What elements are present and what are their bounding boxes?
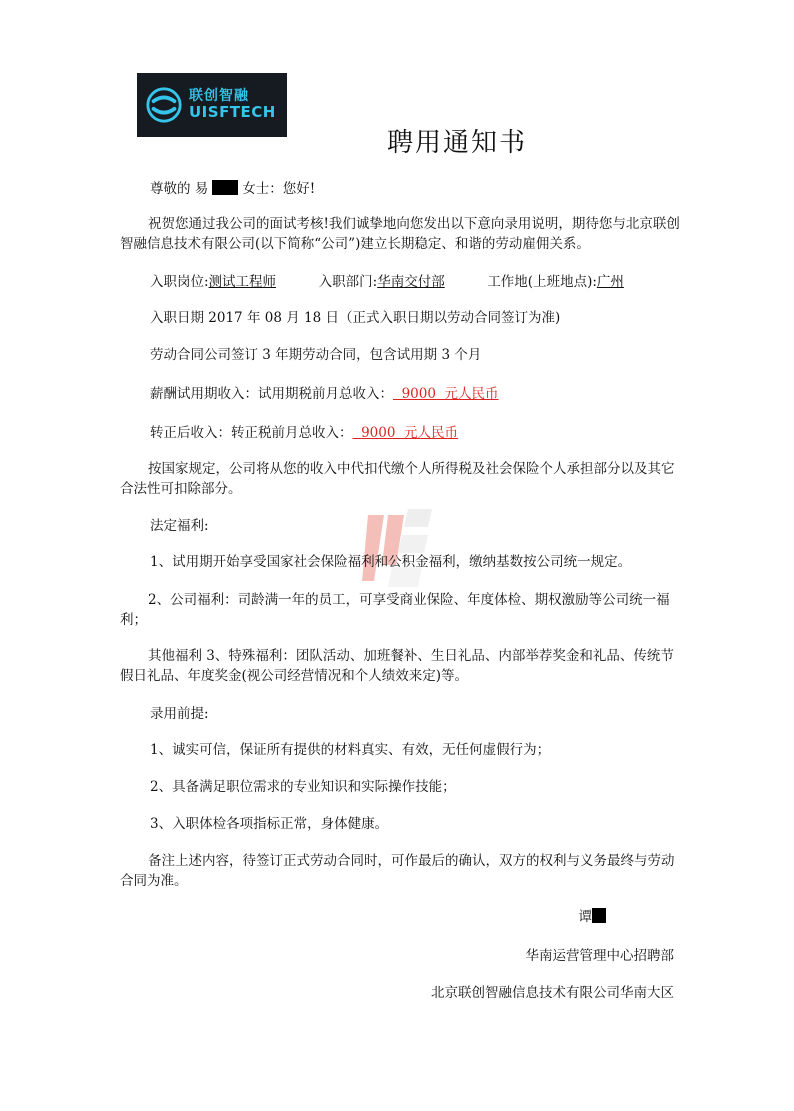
benefit-2-text: 2、公司福利：司龄满一年的员工，可享受商业保险、年度体检、期权激励等公司统一福利； (120, 592, 670, 628)
redacted-signature (592, 908, 606, 923)
logo-emblem-icon (145, 86, 183, 124)
signature (579, 905, 607, 925)
premise-heading: 录用前提: (150, 706, 209, 722)
position-line (150, 272, 724, 292)
logo-en-text: UISFTECH (189, 103, 276, 122)
location-value: 广州 (596, 274, 624, 290)
tax-note-text: 按国家规定，公司将从您的收入中代扣代缴个人所得税及社会保险个人承担部分以及其它合法性可扣除部分。 (120, 461, 675, 497)
post-value: 测试工程师 (208, 274, 277, 290)
benefit-3-text: 其他福利 3、特殊福利：团队活动、加班餐补、生日礼品、内部举荐奖金和礼品、传统节假日礼品、年度奖金(视公司经营情况和个人绩效来定)等。 (120, 648, 674, 684)
benefits-heading: 法定福利: (150, 518, 209, 534)
logo-cn-text: 联创智融 (189, 88, 249, 105)
intro-text: 祝贺您通过我公司的面试考核!我们诚挚地向您发出以下意向录用说明，期待您与北京联创智融信息技术有限公司(以下简称“公司”)建立长期稳定、和谐的劳动雇佣关系。 (120, 216, 680, 252)
regular-salary-value: 9000 元人民币 (352, 425, 459, 441)
tax-note (120, 459, 684, 499)
greeting-prefix: 尊敬的 易 (150, 181, 209, 197)
benefit-3 (120, 646, 684, 686)
contract-terms: 劳动合同公司签订 3 年期劳动合同，包含试用期 3 个月 (150, 347, 482, 363)
premise-1: 1、诚实可信，保证所有提供的材料真实、有效，无任何虚假行为； (150, 742, 551, 758)
probation-salary (150, 384, 724, 404)
location-label: 工作地(上班地点): (487, 274, 597, 290)
remark-paragraph (120, 851, 684, 891)
greeting-suffix: 女士：您好! (242, 181, 316, 197)
regular-salary (150, 423, 724, 443)
start-date: 入职日期 2017 年 08 月 18 日（正式入职日期以劳动合同签订为准) (150, 310, 561, 326)
probation-salary-value: 9000 元人民币 (393, 386, 499, 402)
document-title: 聘用通知书 (386, 128, 527, 158)
department-signoff: 华南运营管理中心招聘部 (525, 948, 674, 964)
remark-text: 备注上述内容，待签订正式劳动合同时，可作最后的确认，双方的权利与义务最终与劳动合同为准。 (120, 853, 675, 889)
benefit-2 (120, 590, 684, 630)
benefit-1: 1、试用期开始享受国家社会保险福利和公积金福利，缴纳基数按公司统一规定。 (150, 554, 632, 570)
watermark-icon (362, 505, 434, 591)
premise-3: 3、入职体检各项指标正常，身体健康。 (150, 816, 389, 832)
probation-salary-label: 薪酬试用期收入：试用期税前月总收入： (150, 386, 393, 402)
post-label: 入职岗位: (150, 274, 209, 290)
dept-label: 入职部门: (318, 274, 378, 290)
greeting (150, 179, 724, 199)
regular-salary-label: 转正后收入：转正税前月总收入： (150, 425, 353, 441)
premise-2: 2、具备满足职位需求的专业知识和实际操作技能； (150, 779, 456, 795)
company-signoff: 北京联创智融信息技术有限公司华南大区 (431, 985, 674, 1001)
redacted-name (212, 180, 238, 195)
intro-paragraph (120, 214, 684, 254)
dept-value: 华南交付部 (377, 274, 445, 290)
signature-surname: 谭 (578, 909, 592, 925)
